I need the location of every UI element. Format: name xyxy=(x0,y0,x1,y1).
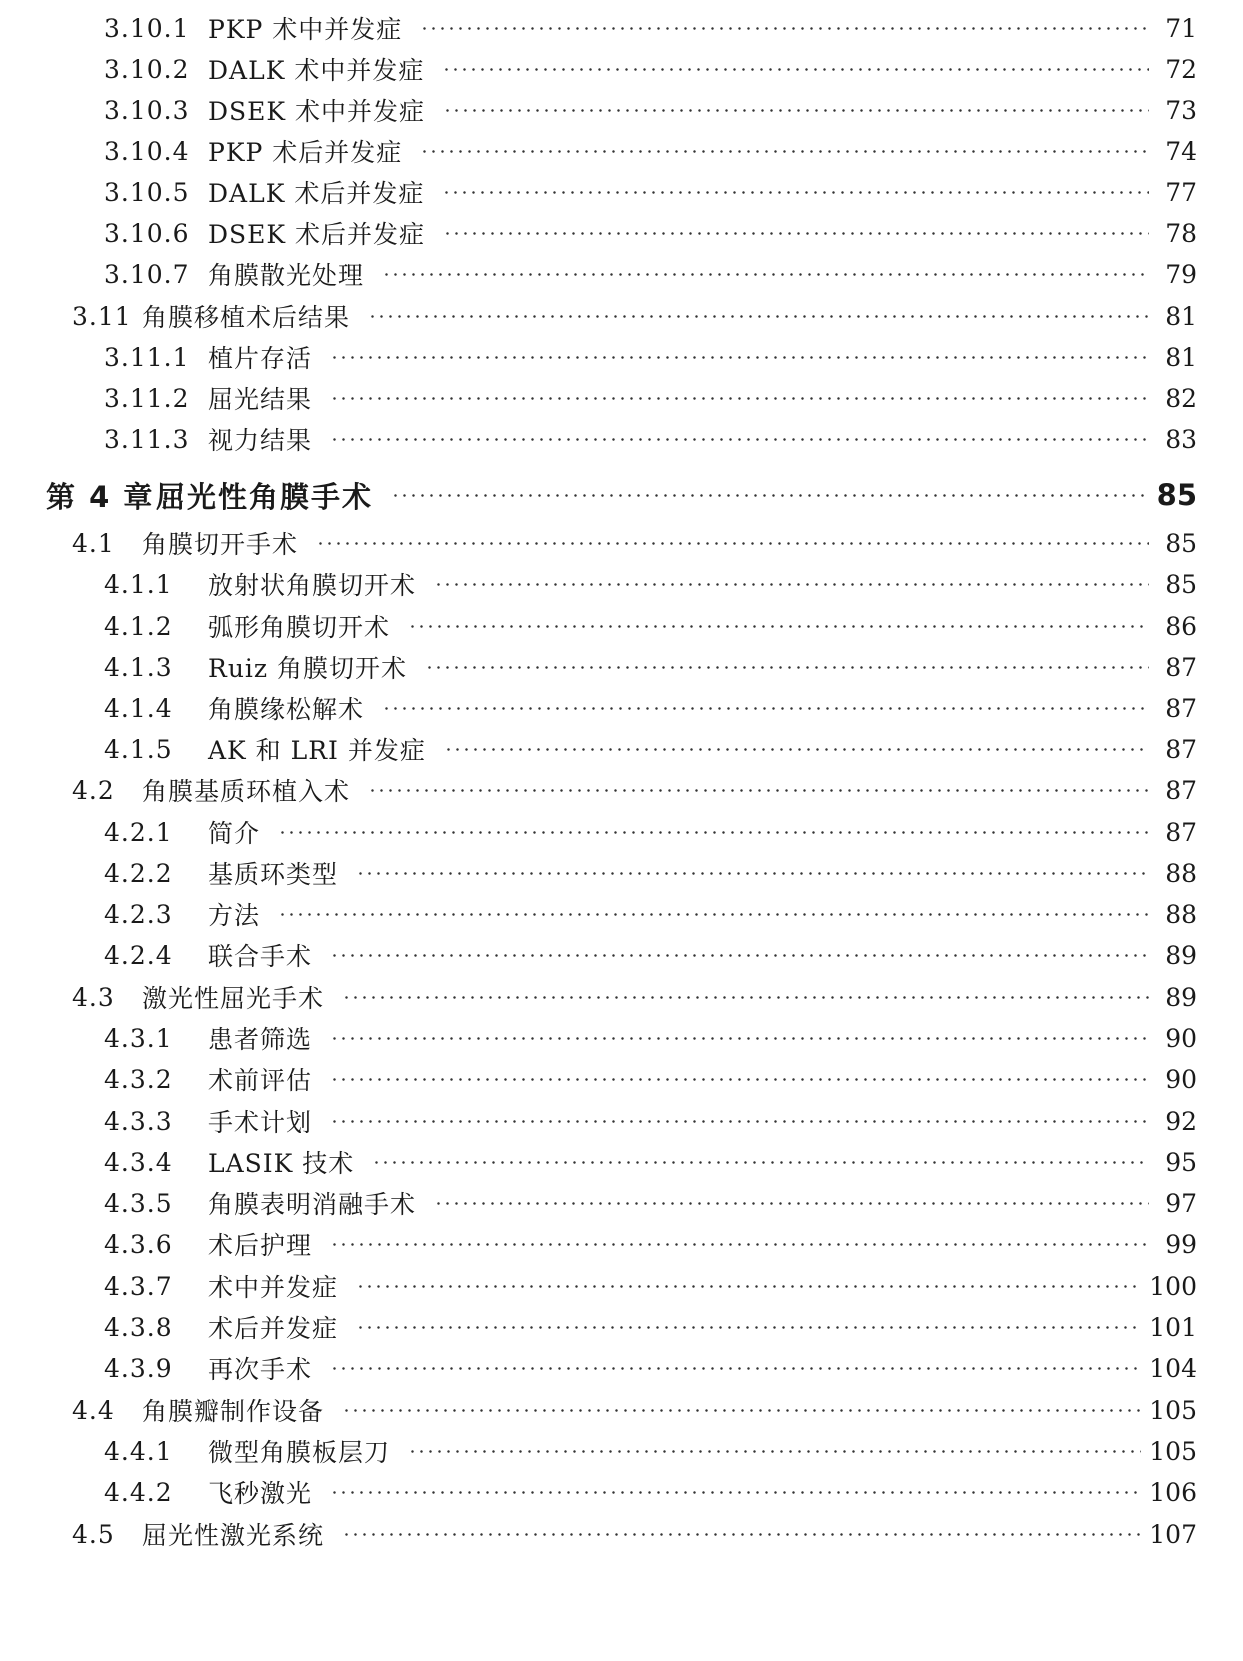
dot-leader xyxy=(420,150,1149,153)
toc-entry-page-number: 72 xyxy=(1165,54,1197,84)
toc-entry-title: 飞秒激光 xyxy=(208,1479,313,1508)
toc-entry-title: 术中并发症 xyxy=(208,1273,339,1302)
toc-subsection-entry[interactable] xyxy=(0,1181,1243,1225)
dot-leader xyxy=(442,68,1149,71)
dot-leader xyxy=(444,748,1149,751)
toc-entry-page-number: 87 xyxy=(1165,734,1197,764)
toc-subsection-entry[interactable] xyxy=(0,47,1243,91)
toc-entry-title: 视力结果 xyxy=(208,426,313,455)
toc-section-entry[interactable] xyxy=(0,768,1243,812)
toc-entry-page-number: 100 xyxy=(1149,1271,1197,1301)
toc-entry-number: 3.10.3 xyxy=(104,95,190,125)
toc-subsection-entry[interactable] xyxy=(0,170,1243,214)
toc-entry-title: 弧形角膜切开术 xyxy=(208,613,391,642)
dot-leader xyxy=(316,542,1149,545)
toc-entry-number: 4.4.2 xyxy=(104,1477,173,1507)
toc-subsection-entry[interactable] xyxy=(0,810,1243,854)
dot-leader xyxy=(382,707,1149,710)
toc-entry-page-number: 81 xyxy=(1165,301,1197,331)
toc-entry-number: 4.2 xyxy=(72,775,115,805)
toc-entry-title: 方法 xyxy=(208,901,261,930)
dot-leader xyxy=(330,1243,1149,1246)
toc-entry-number: 4.4.1 xyxy=(104,1436,173,1466)
dot-leader xyxy=(330,356,1149,359)
dot-leader xyxy=(342,1533,1141,1536)
toc-entry-number: 4.2.4 xyxy=(104,940,173,970)
toc-subsection-entry[interactable] xyxy=(0,686,1243,730)
toc-entry-page-number: 88 xyxy=(1165,899,1197,929)
toc-entry-title: 角膜缘松解术 xyxy=(208,695,365,724)
toc-entry-number: 4.3.4 xyxy=(104,1147,173,1177)
toc-entry-page-number: 81 xyxy=(1165,342,1197,372)
toc-entry-number: 4.4 xyxy=(72,1395,115,1425)
toc-entry-title: Ruiz 角膜切开术 xyxy=(208,654,408,683)
toc-subsection-entry[interactable] xyxy=(0,1264,1243,1308)
dot-leader xyxy=(368,315,1149,318)
toc-entry-title: 屈光性角膜手术 xyxy=(156,479,374,514)
dot-leader xyxy=(330,438,1149,441)
toc-entry-number: 3.10.4 xyxy=(104,136,190,166)
toc-entry-page-number: 95 xyxy=(1165,1147,1197,1177)
toc-entry-title: 基质环类型 xyxy=(208,860,339,889)
toc-entry-page-number: 107 xyxy=(1149,1519,1197,1549)
toc-entry-title: 放射状角膜切开术 xyxy=(208,571,417,600)
dot-leader xyxy=(408,625,1149,628)
toc-entry-page-number: 87 xyxy=(1165,775,1197,805)
dot-leader xyxy=(442,191,1149,194)
toc-entry-title: 手术计划 xyxy=(208,1108,313,1137)
toc-entry-page-number: 105 xyxy=(1149,1436,1197,1466)
toc-entry-page-number: 85 xyxy=(1156,478,1197,512)
dot-leader xyxy=(391,494,1149,497)
toc-entry-number: 4.1.3 xyxy=(104,652,173,682)
toc-subsection-entry[interactable] xyxy=(0,562,1243,606)
toc-entry-number: 3.10.2 xyxy=(104,54,190,84)
toc-entry-page-number: 79 xyxy=(1165,259,1197,289)
toc-entry-page-number: 86 xyxy=(1165,611,1197,641)
toc-subsection-entry[interactable] xyxy=(0,335,1243,379)
toc-entry-page-number: 74 xyxy=(1165,136,1197,166)
toc-entry-number: 4.3.1 xyxy=(104,1023,173,1053)
toc-entry-number: 4.5 xyxy=(72,1519,115,1549)
toc-entry-title: DSEK 术中并发症 xyxy=(208,97,426,126)
toc-entry-number: 3.10.1 xyxy=(104,13,190,43)
toc-entry-number: 4.1.4 xyxy=(104,693,173,723)
dot-leader xyxy=(330,1078,1149,1081)
toc-subsection-entry[interactable] xyxy=(0,1099,1243,1143)
toc-section-entry[interactable] xyxy=(0,521,1243,565)
toc-entry-title: 简介 xyxy=(208,819,261,848)
toc-section-entry[interactable] xyxy=(0,1512,1243,1556)
toc-entry-number: 4.3.9 xyxy=(104,1353,173,1383)
toc-entry-page-number: 83 xyxy=(1165,424,1197,454)
toc-entry-page-number: 88 xyxy=(1165,858,1197,888)
toc-entry-number: 4.3 xyxy=(72,982,115,1012)
toc-subsection-entry[interactable] xyxy=(0,645,1243,689)
toc-entry-page-number: 82 xyxy=(1165,383,1197,413)
toc-subsection-entry[interactable] xyxy=(0,1140,1243,1184)
toc-entry-page-number: 87 xyxy=(1165,693,1197,723)
toc-chapter-entry[interactable] xyxy=(0,470,1243,520)
toc-entry-page-number: 89 xyxy=(1165,940,1197,970)
toc-entry-number: 4.2.2 xyxy=(104,858,173,888)
toc-entry-title: 植片存活 xyxy=(208,344,313,373)
toc-subsection-entry[interactable] xyxy=(0,6,1243,50)
toc-entry-number: 4.2.1 xyxy=(104,817,173,847)
toc-entry-page-number: 105 xyxy=(1149,1395,1197,1425)
toc-entry-title: 激光性屈光手术 xyxy=(142,984,325,1013)
toc-entry-number: 4.1 xyxy=(72,528,115,558)
toc-subsection-entry[interactable] xyxy=(0,892,1243,936)
toc-entry-title: PKP 术后并发症 xyxy=(208,138,403,167)
dot-leader xyxy=(330,1367,1141,1370)
toc-entry-number: 4.2.3 xyxy=(104,899,173,929)
toc-entry-page-number: 87 xyxy=(1165,652,1197,682)
dot-leader xyxy=(420,27,1149,30)
toc-entry-number: 4.3.6 xyxy=(104,1229,173,1259)
dot-leader xyxy=(368,789,1149,792)
toc-section-entry[interactable] xyxy=(0,294,1243,338)
toc-subsection-entry[interactable] xyxy=(0,211,1243,255)
toc-entry-page-number: 97 xyxy=(1165,1188,1197,1218)
toc-entry-number: 3.11 xyxy=(72,301,132,331)
toc-entry-page-number: 90 xyxy=(1165,1023,1197,1053)
toc-subsection-entry[interactable] xyxy=(0,1057,1243,1101)
toc-entry-page-number: 73 xyxy=(1165,95,1197,125)
dot-leader xyxy=(330,397,1149,400)
toc-entry-number: 3.11.3 xyxy=(104,424,190,454)
toc-subsection-entry[interactable] xyxy=(0,1429,1243,1473)
toc-entry-page-number: 92 xyxy=(1165,1106,1197,1136)
toc-subsection-entry[interactable] xyxy=(0,1346,1243,1390)
dot-leader xyxy=(330,1491,1141,1494)
toc-entry-page-number: 77 xyxy=(1165,177,1197,207)
toc-subsection-entry[interactable] xyxy=(0,417,1243,461)
toc-entry-title: 角膜移植术后结果 xyxy=(142,303,351,332)
toc-subsection-entry[interactable] xyxy=(0,604,1243,648)
dot-leader xyxy=(408,1450,1141,1453)
dot-leader xyxy=(443,109,1149,112)
toc-entry-number: 3.10.7 xyxy=(104,259,190,289)
toc-entry-title: 角膜基质环植入术 xyxy=(142,777,351,806)
toc-section-entry[interactable] xyxy=(0,1388,1243,1432)
toc-entry-number: 3.11.2 xyxy=(104,383,190,413)
toc-subsection-entry[interactable] xyxy=(0,376,1243,420)
toc-subsection-entry[interactable] xyxy=(0,88,1243,132)
toc-entry-number: 4.3.7 xyxy=(104,1271,173,1301)
toc-entry-number: 3.10.6 xyxy=(104,218,190,248)
toc-subsection-entry[interactable] xyxy=(0,129,1243,173)
toc-entry-title: 术前评估 xyxy=(208,1066,313,1095)
toc-subsection-entry[interactable] xyxy=(0,933,1243,977)
toc-entry-page-number: 106 xyxy=(1149,1477,1197,1507)
dot-leader xyxy=(356,1326,1141,1329)
toc-entry-number: 3.11.1 xyxy=(104,342,190,372)
toc-entry-title: AK 和 LRI 并发症 xyxy=(208,736,426,765)
toc-entry-number: 4.3.3 xyxy=(104,1106,173,1136)
toc-subsection-entry[interactable] xyxy=(0,851,1243,895)
toc-entry-title: 角膜瓣制作设备 xyxy=(142,1397,325,1426)
toc-entry-title: 角膜散光处理 xyxy=(208,261,365,290)
toc-entry-title: DSEK 术后并发症 xyxy=(208,220,426,249)
toc-entry-number: 第 4 章 xyxy=(46,479,155,514)
toc-entry-title: 屈光性激光系统 xyxy=(142,1521,325,1550)
dot-leader xyxy=(278,913,1149,916)
dot-leader xyxy=(330,954,1149,957)
toc-entry-title: 联合手术 xyxy=(208,942,313,971)
toc-entry-number: 4.1.5 xyxy=(104,734,173,764)
toc-entry-page-number: 89 xyxy=(1165,982,1197,1012)
dot-leader xyxy=(372,1161,1149,1164)
toc-entry-page-number: 71 xyxy=(1165,13,1197,43)
toc-entry-title: LASIK 技术 xyxy=(208,1149,355,1178)
toc-entry-title: 角膜切开手术 xyxy=(142,530,299,559)
toc-section-entry[interactable] xyxy=(0,975,1243,1019)
toc-entry-title: 屈光结果 xyxy=(208,385,313,414)
toc-entry-title: 术后并发症 xyxy=(208,1314,339,1343)
toc-subsection-entry[interactable] xyxy=(0,1016,1243,1060)
dot-leader xyxy=(356,1285,1141,1288)
toc-entry-title: 术后护理 xyxy=(208,1231,313,1260)
dot-leader xyxy=(356,872,1149,875)
toc-entry-title: 患者筛选 xyxy=(208,1025,313,1054)
toc-entry-page-number: 78 xyxy=(1165,218,1197,248)
toc-subsection-entry[interactable] xyxy=(0,252,1243,296)
toc-entry-title: DALK 术中并发症 xyxy=(208,56,425,85)
dot-leader xyxy=(425,666,1149,669)
toc-entry-page-number: 99 xyxy=(1165,1229,1197,1259)
toc-entry-title: PKP 术中并发症 xyxy=(208,15,403,44)
toc-entry-number: 3.10.5 xyxy=(104,177,190,207)
dot-leader xyxy=(330,1120,1149,1123)
toc-entry-title: 再次手术 xyxy=(208,1355,313,1384)
toc-entry-page-number: 87 xyxy=(1165,817,1197,847)
dot-leader xyxy=(278,831,1149,834)
dot-leader xyxy=(382,273,1149,276)
toc-subsection-entry[interactable] xyxy=(0,1470,1243,1514)
toc-entry-number: 4.3.2 xyxy=(104,1064,173,1094)
toc-entry-page-number: 85 xyxy=(1165,528,1197,558)
dot-leader xyxy=(434,1202,1149,1205)
toc-entry-title: DALK 术后并发症 xyxy=(208,179,425,208)
toc-entry-number: 4.3.5 xyxy=(104,1188,173,1218)
toc-subsection-entry[interactable] xyxy=(0,727,1243,771)
toc-entry-page-number: 101 xyxy=(1149,1312,1197,1342)
dot-leader xyxy=(342,1409,1141,1412)
toc-subsection-entry[interactable] xyxy=(0,1222,1243,1266)
toc-subsection-entry[interactable] xyxy=(0,1305,1243,1349)
toc-entry-page-number: 104 xyxy=(1149,1353,1197,1383)
toc-entry-page-number: 85 xyxy=(1165,569,1197,599)
toc-entry-number: 4.1.1 xyxy=(104,569,173,599)
dot-leader xyxy=(443,232,1149,235)
toc-entry-number: 4.3.8 xyxy=(104,1312,173,1342)
dot-leader xyxy=(434,583,1149,586)
toc-entry-page-number: 90 xyxy=(1165,1064,1197,1094)
dot-leader xyxy=(342,996,1149,999)
toc-entry-number: 4.1.2 xyxy=(104,611,173,641)
toc-entry-title: 角膜表明消融手术 xyxy=(208,1190,417,1219)
dot-leader xyxy=(330,1037,1149,1040)
toc-entry-title: 微型角膜板层刀 xyxy=(208,1438,391,1467)
